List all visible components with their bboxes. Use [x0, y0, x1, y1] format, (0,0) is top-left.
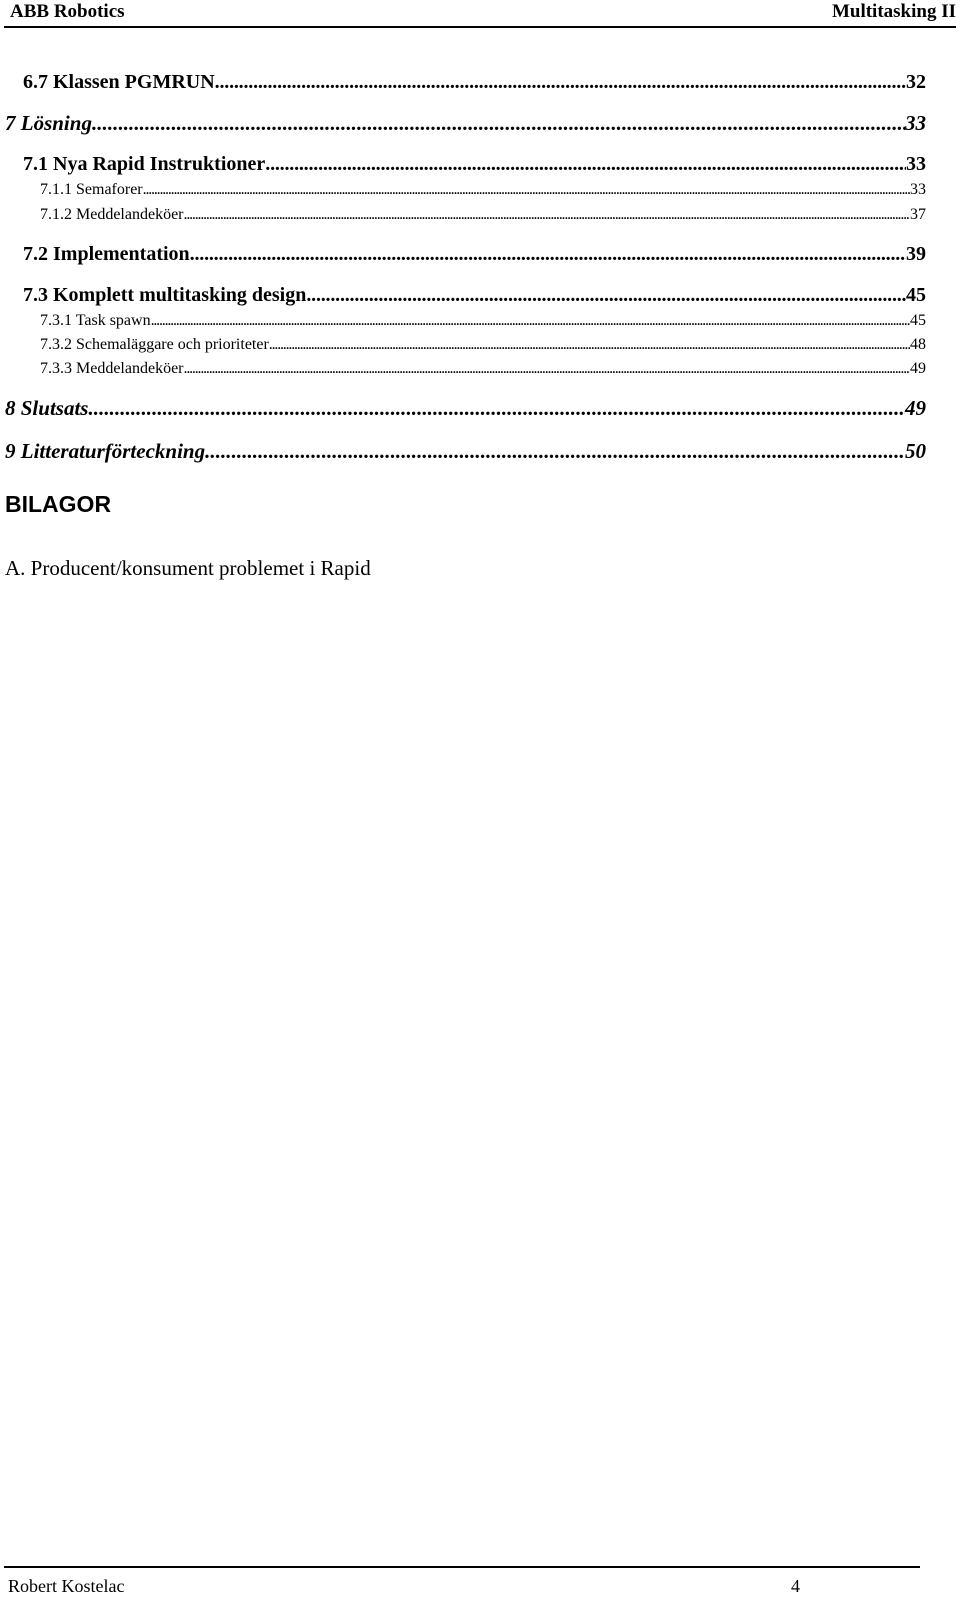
toc-entry[interactable]: [40, 206, 926, 224]
toc-entry[interactable]: [40, 181, 926, 199]
toc-entry-title: 7 Lösning: [5, 111, 92, 135]
toc-entry-title: 7.1 Nya Rapid Instruktioner: [23, 153, 266, 175]
toc-entry-page: 33: [905, 111, 926, 135]
toc-entry-title: 7.3.3 Meddelandeköer: [40, 360, 184, 377]
appendix-item: A. Producent/konsument problemet i Rapid: [5, 556, 371, 580]
toc-entry-page: 39: [906, 243, 926, 265]
toc-entry-title: 7.1.2 Meddelandeköer: [40, 206, 184, 223]
toc-leader-dots: [265, 153, 906, 176]
toc-entry-page: 49: [905, 396, 926, 420]
toc-leader-dots: [215, 71, 906, 94]
toc-entry-page: 33: [910, 181, 926, 198]
toc-entry-page: 49: [910, 360, 926, 377]
toc-entry[interactable]: [40, 336, 926, 354]
toc-entry-title: 7.1.1 Semaforer: [40, 181, 143, 198]
toc-entry-title: 7.3.2 Schemaläggare och prioriteter: [40, 336, 269, 353]
toc-entry-title: 9 Litteraturförteckning: [5, 439, 206, 463]
toc-leader-dots: [143, 181, 910, 199]
toc-entry-title: 6.7 Klassen PGMRUN: [23, 71, 215, 93]
toc-entry-title: 7.2 Implementation: [23, 243, 190, 265]
page-footer: [4, 1566, 920, 1608]
toc-leader-dots: [306, 284, 906, 307]
toc-entry-page: 45: [906, 284, 926, 306]
toc-leader-dots: [151, 312, 910, 330]
toc-leader-dots: [92, 111, 905, 136]
appendix-heading: BILAGOR: [5, 491, 112, 517]
page-header: [4, 0, 956, 28]
toc-entry-page: 48: [910, 336, 926, 353]
toc-entry-page: 33: [906, 153, 926, 175]
toc-entry-title: 7.3 Komplett multitasking design: [23, 284, 307, 306]
toc-entry[interactable]: [23, 71, 926, 94]
toc-entry[interactable]: [5, 396, 926, 421]
toc-leader-dots: [205, 439, 905, 464]
header-document-title: Multitasking II: [831, 1, 956, 22]
toc-entry-page: 37: [910, 206, 926, 223]
toc-entry[interactable]: [40, 312, 926, 330]
toc-leader-dots: [269, 336, 910, 354]
toc-entry-page: 45: [910, 312, 926, 329]
toc-leader-dots: [88, 396, 905, 421]
footer-author: Robert Kostelac: [8, 1576, 125, 1596]
toc-entry[interactable]: [23, 284, 926, 307]
toc-entry[interactable]: [23, 153, 926, 176]
footer-page-number: 4: [791, 1576, 800, 1596]
toc-entry[interactable]: [40, 360, 926, 378]
toc-entry[interactable]: [23, 243, 926, 266]
toc-leader-dots: [184, 206, 910, 224]
toc-leader-dots: [190, 243, 906, 266]
toc-entry-title: 8 Slutsats: [5, 396, 89, 420]
toc-entry-page: 50: [905, 439, 926, 463]
toc-entry-title: 7.3.1 Task spawn: [40, 312, 151, 329]
toc-leader-dots: [184, 360, 910, 378]
header-company: ABB Robotics: [10, 1, 125, 22]
toc-entry[interactable]: [5, 111, 926, 136]
toc-entry[interactable]: [5, 439, 926, 464]
toc-entry-page: 32: [906, 71, 926, 93]
